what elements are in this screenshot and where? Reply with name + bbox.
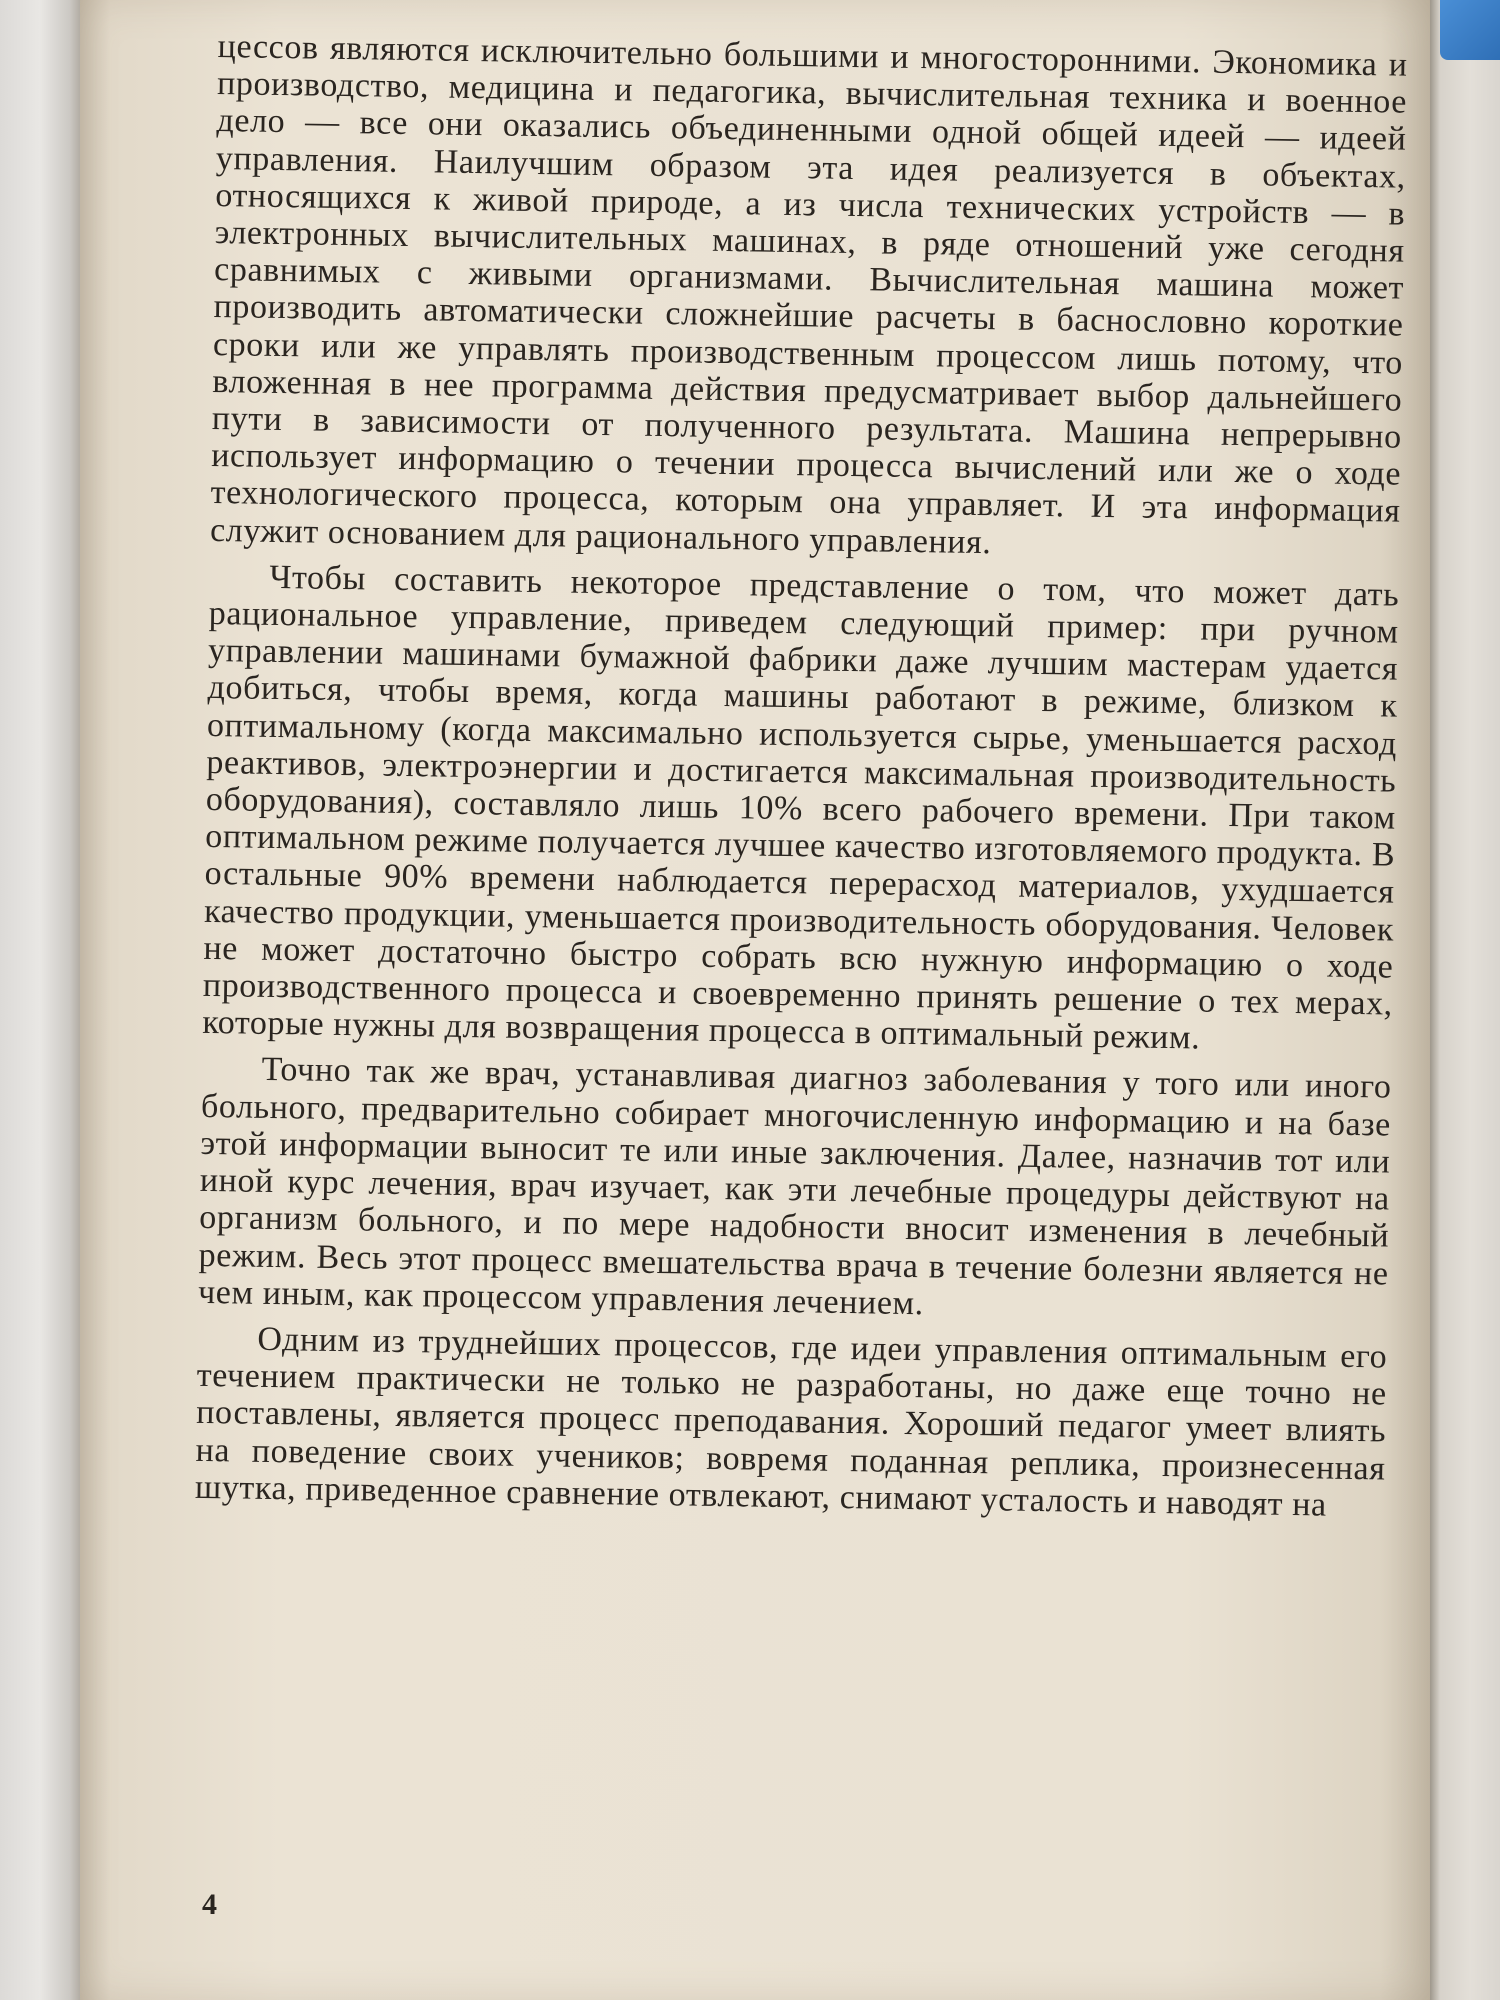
book-cover-corner (1440, 0, 1500, 60)
paragraph-3: Точно так же врач, устанавливая диагноз заболевания у того или иного больного, предварительно собирает многочисленную информацию и на базе этой информации выносит те или иные заключения. Далее, назначив тот или иной курс лечения, врач изучает, как эти лечебные процедуры действуют на организм больного, и по мере надобности вносит изменения в лечебный режим. Весь этот процесс вмешательства врача в течение болезни является не чем иным, как процессом управления лечением. (197, 1051, 1392, 1322)
book-page (80, 0, 1430, 2000)
previous-page-edge (0, 0, 80, 2000)
body-text (195, 28, 1408, 1533)
paragraph-4: Одним из труднейших процессов, где идеи управления оптимальным его течением практически не только не разработаны, но даже еще точно не поставлены, является процесс преподавания. Хороший педагог умеет влиять на поведение своих учеников; вовремя поданная реплика, произнесенная шутка, приведенное сравнение отвлекают, снимают усталость и наводят на (194, 1320, 1388, 1524)
page-number: 4 (202, 1888, 217, 1921)
next-page-edge (1430, 0, 1500, 2000)
paragraph-1: цессов являются исключительно большими и многосторонними. Экономика и производство, медицина и педагогика, вычислительная техника и военное дело — все они оказались объединенными одной общей идеей — идеей управления. Наилучшим образом эта идея реализуется в объектах, относящихся к живой природе, а из числа технических устройств — в электронных вычислительных машинах, в ряде отношений уже сегодня сравнимых с живыми организмами. Вычислительная машина может производить автоматически сложнейшие расчеты в баснословно короткие сроки или же управлять производственным процессом лишь потому, что вложенная в нее программа действия предусматривает выбор дальнейшего пути в зависимости от полученного результата. Машина непрерывно использует информацию о течении процесса вычислений или же о ходе технологического процесса, которым она управляет. И эта информация служит основанием для рационального управления. (209, 28, 1408, 561)
paragraph-2: Чтобы составить некоторое представление о том, что может дать рациональное управление, приведем следующий пример: при ручном управлении машинами бумажной фабрики даже лучшим мастерам удается добиться, чтобы время, когда машины работают в режиме, близком к оптимальному (когда максимально используется сырье, уменьшается расход реактивов, электроэнергии и достигается максимальная производительность оборудования), составляло лишь 10% всего рабочего времени. При таком оптимальном режиме получается лучшее качество изготовляемого продукта. В остальные 90% времени наблюдается перерасход материалов, ухудшается качество продукции, уменьшается производительность оборудования. Человек не может достаточно быстро собрать всю нужную информацию о ходе производственного процесса и своевременно принять решение о тех мерах, которые нужны для возвращения процесса в оптимальный режим. (202, 558, 1400, 1057)
